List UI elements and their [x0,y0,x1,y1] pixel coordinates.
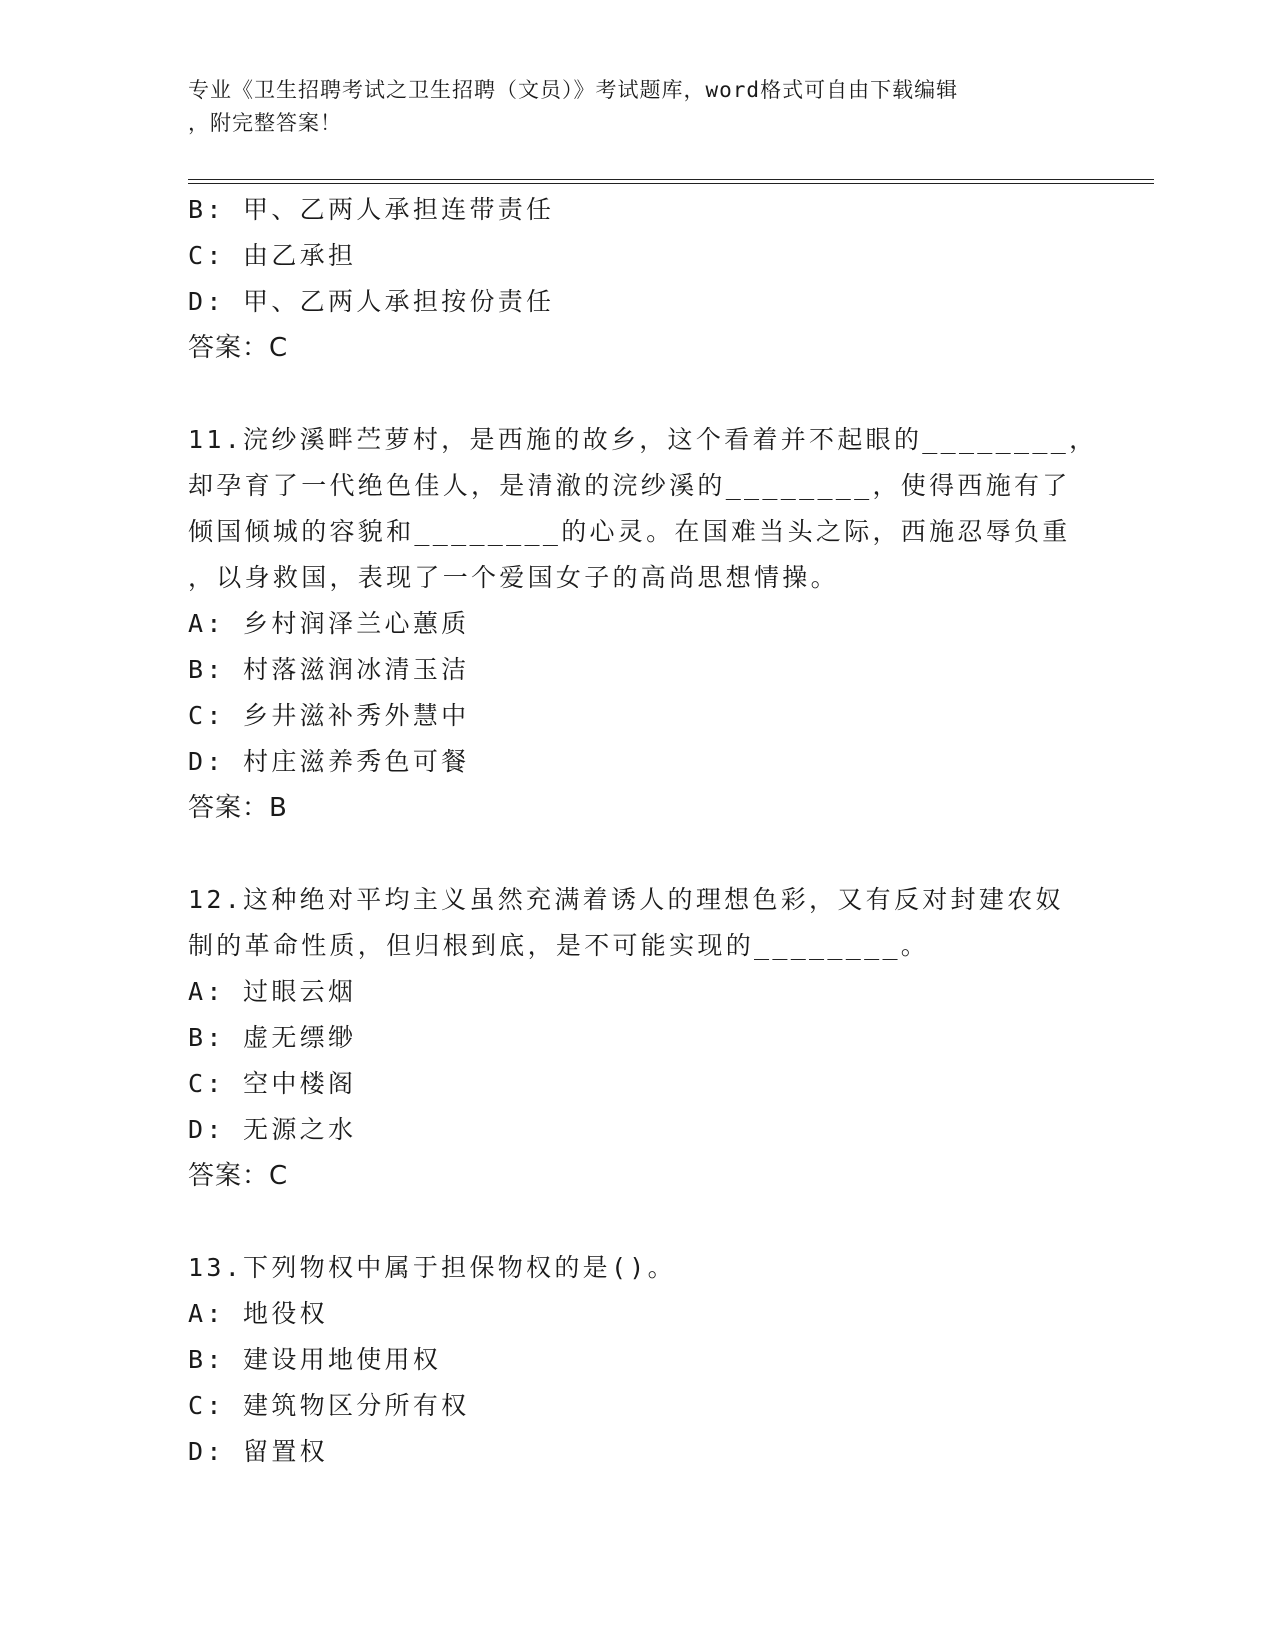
document-header [188,74,1078,140]
answer: 答案：C [188,333,289,363]
spacer [188,831,1148,877]
spacer [188,371,1148,417]
answer: 答案：B [188,793,288,823]
option-c: C: 由乙承担 [188,241,357,270]
question-text-line: ，以身救国，表现了一个爱国女子的高尚思想情操。 [188,563,839,592]
question-text-line: 倾国倾城的容貌和________的心灵。在国难当头之际，西施忍辱负重 [188,517,1071,546]
question-12 [188,877,1148,1199]
option-d: D: 村庄滋养秀色可餐 [188,747,470,776]
question-10-continued [188,187,1148,371]
question-11 [188,417,1148,831]
option-a: A: 过眼云烟 [188,977,357,1006]
spacer [188,1199,1148,1245]
option-a: A: 地役权 [188,1299,328,1328]
answer: 答案：C [188,1161,289,1191]
document-body [188,187,1148,1475]
question-text-line: 制的革命性质，但归根到底，是不可能实现的________。 [188,931,930,960]
header-line-1: 专业《卫生招聘考试之卫生招聘（文员）》考试题库，word格式可自由下载编辑 [188,78,959,102]
option-d: D: 甲、乙两人承担按份责任 [188,287,555,316]
header-line-2: ，附完整答案！ [188,111,342,135]
option-b: B: 村落滋润冰清玉洁 [188,655,470,684]
option-d: D: 留置权 [188,1437,328,1466]
option-b: B: 建设用地使用权 [188,1345,442,1374]
question-13 [188,1245,1148,1475]
option-a: A: 乡村润泽兰心蕙质 [188,609,470,638]
option-b: B: 甲、乙两人承担连带责任 [188,195,555,224]
question-text-line: 却孕育了一代绝色佳人，是清澈的浣纱溪的________，使得西施有了 [188,471,1071,500]
option-d: D: 无源之水 [188,1115,357,1144]
option-c: C: 建筑物区分所有权 [188,1391,470,1420]
question-text-line: 11.浣纱溪畔苎萝村，是西施的故乡，这个看着并不起眼的________， [188,425,1098,454]
option-c: C: 乡井滋补秀外慧中 [188,701,470,730]
option-b: B: 虚无缥缈 [188,1023,357,1052]
option-c: C: 空中楼阁 [188,1069,357,1098]
question-text-line: 12.这种绝对平均主义虽然充满着诱人的理想色彩，又有反对封建农奴 [188,885,1064,914]
header-rule-bottom [188,183,1154,184]
header-rule-top [188,179,1154,180]
question-text-line: 13.下列物权中属于担保物权的是()。 [188,1253,676,1282]
